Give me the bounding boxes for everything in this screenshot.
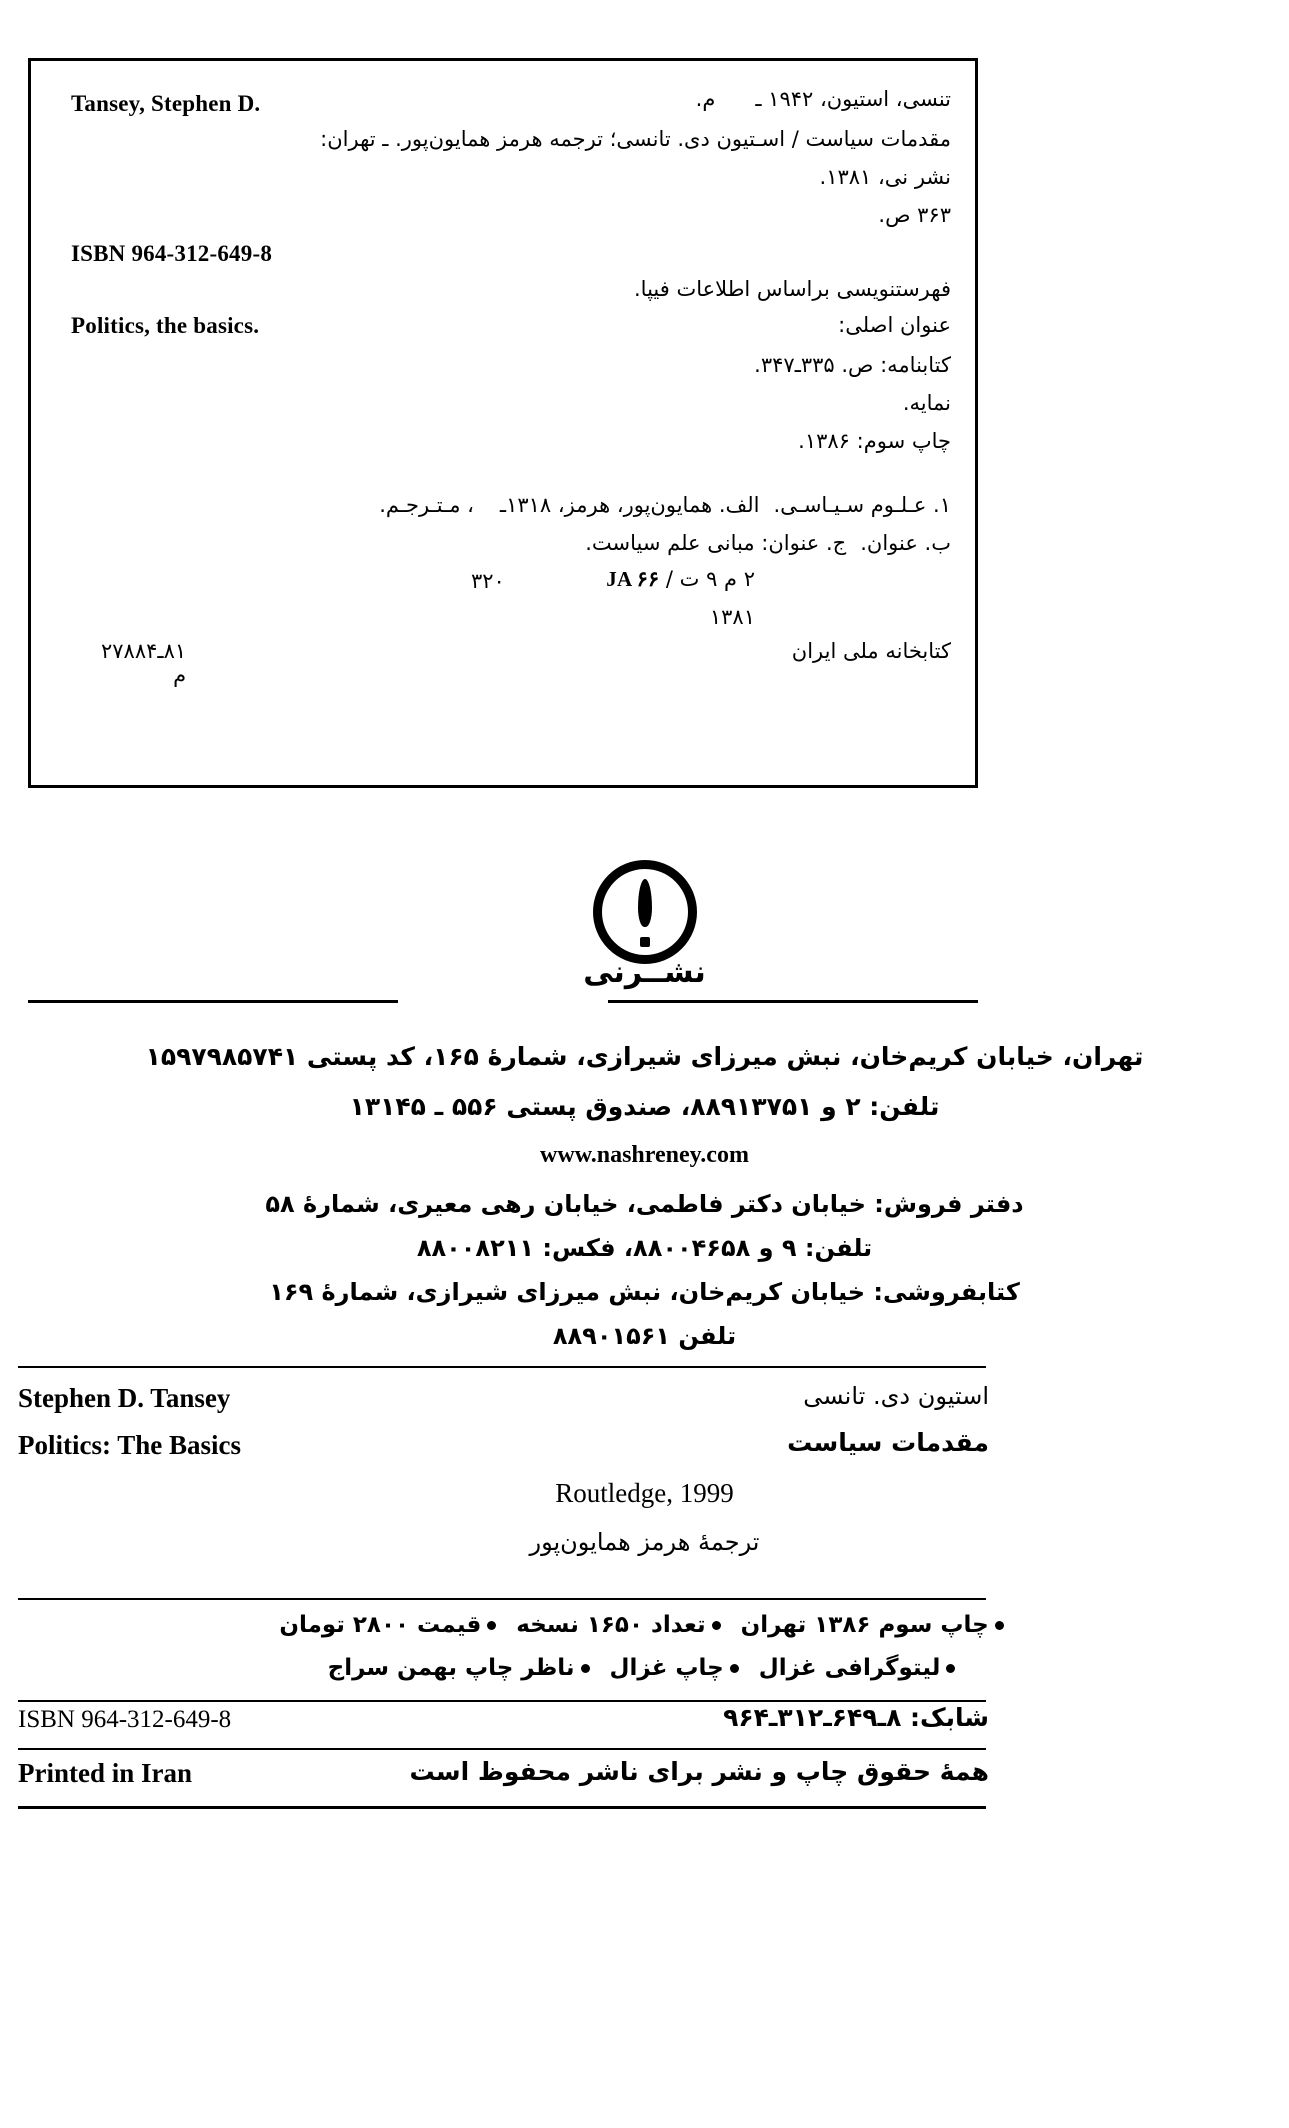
logo-divider-rule: [28, 1000, 978, 1003]
bullet-icon: [581, 1664, 590, 1673]
print-lithography: لیتوگرافی غزال: [758, 1655, 941, 1681]
cip-cataloging-note: فهرستنویسی براساس اطلاعات فیپا.: [634, 277, 951, 301]
cip-class-prefix: ۲ م ۹ ت /: [665, 567, 755, 591]
colophon-print-line-1: [0, 1612, 1289, 1638]
colophon-translator: ترجمهٔ هرمز همایون‌پور: [529, 1528, 760, 1556]
bullet-icon: [946, 1664, 955, 1673]
cip-added-entry-b: ب. عنوان.: [860, 531, 951, 555]
publisher-logo-wordmark: نشــرنی: [583, 955, 706, 990]
bullet-icon: [995, 1621, 1004, 1630]
cip-registration-no-value: ۸۱ـ۲۷۸۸۴: [101, 639, 187, 663]
colophon-rule-top: [18, 1366, 986, 1368]
bookstore-line-2: تلفن ۸۸۹۰۱۵۶۱: [552, 1322, 737, 1350]
bullet-icon: [730, 1664, 739, 1673]
bullet-icon: [487, 1621, 496, 1630]
sales-office-line-1: دفتر فروش: خیابان دکتر فاطمی، خیابان رهی معیری، شمارهٔ ۵۸: [265, 1190, 1024, 1218]
cip-edition-line: چاپ سوم: ۱۳۸۶.: [798, 429, 951, 453]
publisher-address-line-2: تلفن: ۲ و ۸۸۹۱۳۷۵۱، صندوق پستی ۵۵۶ ـ ۱۳۱۴۵: [349, 1092, 940, 1121]
cip-class-dewey: ۳۲۰: [471, 569, 505, 593]
cip-pages-line: ۳۶۳ ص.: [878, 203, 951, 227]
rights-reserved-persian: همهٔ حقوق چاپ و نشر برای ناشر محفوظ است: [409, 1757, 989, 1786]
sales-office-line-2: تلفن: ۹ و ۸۸۰۰۴۶۵۸، فکس: ۸۸۰۰۸۲۱۱: [416, 1234, 873, 1262]
cip-added-entry-c: ج. عنوان: مبانی علم سیاست.: [585, 531, 847, 555]
colophon-rule-rights: [18, 1748, 986, 1750]
colophon-print-line-2: [0, 1655, 1289, 1681]
colophon-title-persian: مقدمات سیاست: [787, 1428, 989, 1457]
cip-class-lc: JA ۶۶: [606, 567, 660, 591]
publisher-logo: [0, 860, 1289, 969]
cip-added-entry-a: الف. همایون‌پور، هرمز، ۱۳۱۸ـ: [499, 493, 760, 517]
cip-bibliography-line: کتابنامه: ص. ۳۳۵ـ۳۴۷.: [754, 353, 951, 377]
cip-original-title-english: Politics, the basics.: [71, 313, 260, 338]
publisher-address-line-1: تهران، خیابان کریم‌خان، نبش میرزای شیرازی، شمارهٔ ۱۶۵، کد پستی ۱۵۹۷۹۸۵۷۴۱: [145, 1042, 1144, 1071]
cip-national-library: کتابخانه ملی ایران: [791, 639, 951, 663]
cip-class-year: ۱۳۸۱: [709, 605, 755, 629]
print-copies: تعداد ۱۶۵۰ نسخه: [516, 1612, 706, 1638]
print-printer: چاپ غزال: [609, 1655, 724, 1681]
cip-title-statement: مقدمات سیاست / اسـتیون دی. تانسی؛ ترجمه هرمز همایون‌پور. ـ تهران:: [320, 127, 951, 151]
cip-index-line: نمایه.: [902, 391, 951, 415]
colophon-author-persian: استیون دی. تانسی: [803, 1382, 989, 1410]
colophon-isbn-english: ISBN 964-312-649-8: [18, 1706, 232, 1733]
cip-author-english: Tansey, Stephen D.: [71, 91, 261, 116]
cip-author-era: م.: [695, 87, 716, 111]
cip-record-box: [28, 58, 978, 788]
colophon-source-edition: Routledge, 1999: [555, 1478, 734, 1508]
cip-subject-1: ۱. عـلـوم سـیـاسـی.: [773, 493, 951, 517]
cip-registration-suffix: م: [173, 663, 187, 687]
print-price: قیمت ۲۸۰۰ تومان: [279, 1612, 482, 1638]
cip-subject-and-added-entry: [379, 493, 951, 517]
cip-publisher-line: نشر نی، ۱۳۸۱.: [819, 165, 951, 189]
cip-added-entry-a-role: ، مـتـرجـم.: [379, 493, 474, 517]
cip-classification: [606, 567, 755, 592]
cip-author-persian-name: تنسی، استیون، ۱۹۴۲ ـ: [755, 87, 951, 111]
colophon-isbn-persian: شابک: ۸ـ۶۴۹ـ۳۱۲ـ۹۶۴: [723, 1703, 989, 1732]
nashr-ney-pen-icon: [593, 860, 697, 964]
publisher-website[interactable]: www.nashreney.com: [540, 1142, 749, 1168]
print-edition-city-year: چاپ سوم ۱۳۸۶ تهران: [740, 1612, 989, 1638]
bullet-icon: [712, 1621, 721, 1630]
cip-author-persian: [696, 87, 951, 111]
cip-isbn: ISBN 964-312-649-8: [71, 241, 273, 266]
bookstore-line-1: کتابفروشی: خیابان کریم‌خان، نبش میرزای شیرازی، شمارهٔ ۱۶۹: [269, 1278, 1020, 1306]
cip-added-entries-bc: [585, 531, 951, 555]
cip-original-title-label: عنوان اصلی:: [838, 313, 951, 337]
colophon-title-english: Politics: The Basics: [18, 1430, 242, 1460]
colophon-author-english: Stephen D. Tansey: [18, 1383, 231, 1413]
cip-registration-number: [101, 639, 186, 687]
colophon-rule-bottom: [18, 1806, 986, 1809]
colophon-rule-print: [18, 1598, 986, 1600]
print-supervisor: ناظر چاپ بهمن سراج: [327, 1655, 575, 1681]
printed-in-iran: Printed in Iran: [18, 1758, 193, 1788]
colophon-rule-isbn: [18, 1700, 986, 1702]
